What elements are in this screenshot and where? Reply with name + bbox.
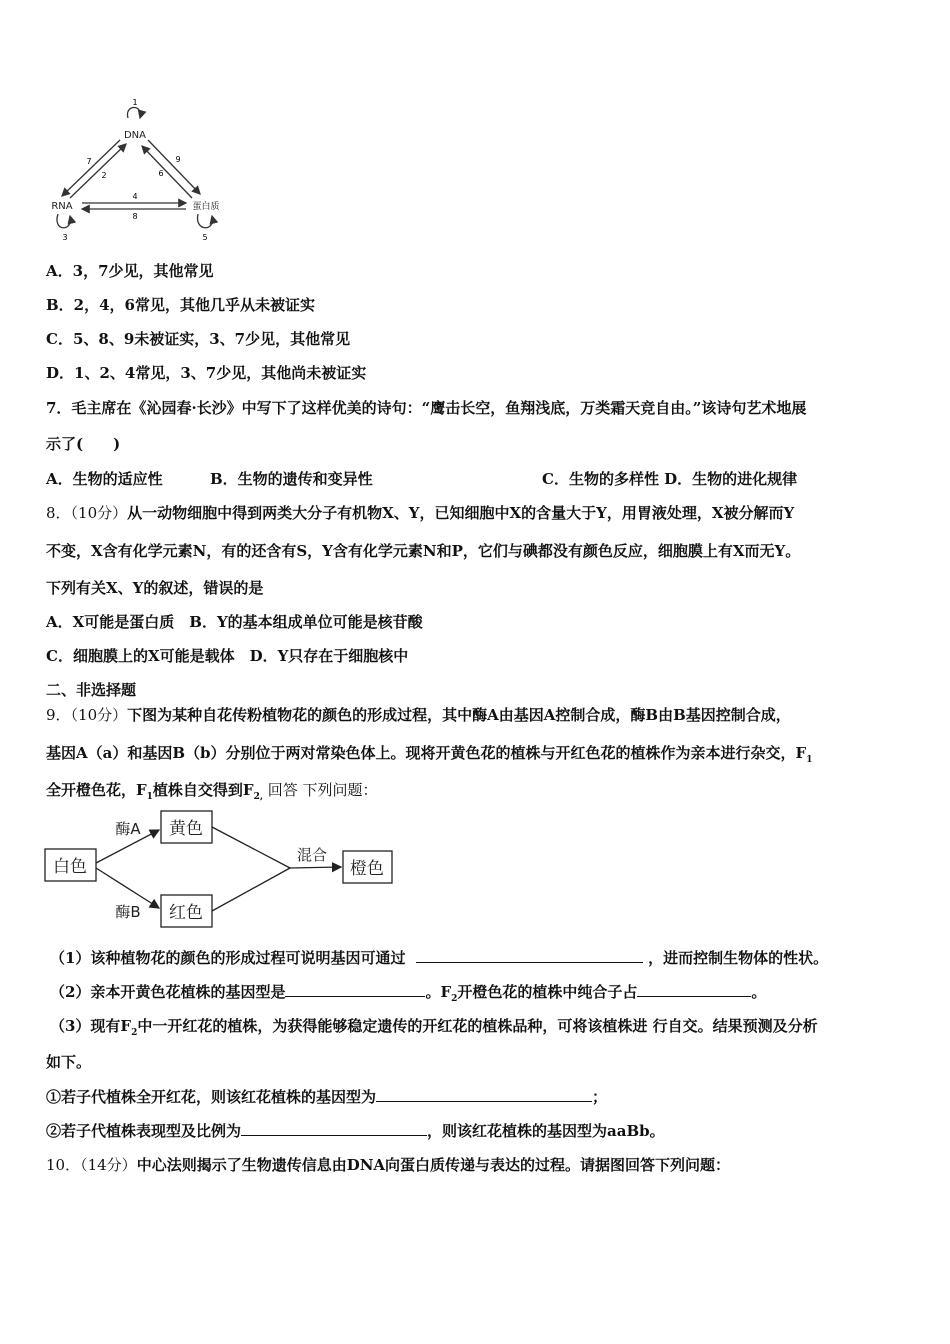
section-title: 二、非选择题: [46, 681, 137, 699]
enzyme-b-label: 酶B: [115, 903, 141, 921]
q7-option-b: B．生物的遗传和变异性: [210, 470, 373, 488]
label-5: 5: [202, 233, 208, 242]
arrow-mix-to-orange: [290, 867, 341, 868]
q9-part2: [50, 982, 766, 1009]
q9-stem-line3: [46, 780, 378, 807]
q9-line3-a: 全开橙色花，F: [46, 781, 147, 799]
q9-line3-b: 植株自交得到F: [152, 781, 254, 799]
q9-line3-c: 回答 下列问题：: [262, 781, 378, 799]
q9-part1-tail: ，进而控制生物体的性状。: [648, 949, 829, 967]
q9-part1-text: （1）该种植物花的颜色的形成过程可说明基因可通过: [50, 949, 406, 967]
q9-part2-blank-genotype[interactable]: [285, 982, 425, 997]
q9-case1: [46, 1087, 607, 1107]
q9-part3-line1: [50, 1016, 818, 1043]
q8-option-ab: A．X可能是蛋白质 B．Y的基本组成单位可能是核苷酸: [46, 613, 423, 631]
q9-part2-blank-ratio[interactable]: [637, 982, 751, 997]
mix-label: 混合: [296, 846, 328, 864]
label-1: 1: [132, 98, 138, 107]
q9-part3-a: （3）现有F: [50, 1017, 132, 1035]
arrow-7: [62, 140, 120, 196]
label-7: 7: [86, 157, 92, 166]
label-2: 2: [101, 171, 107, 180]
q9-case1-end: ；: [592, 1088, 608, 1106]
q8-stem-text: 从一动物细胞中得到两类大分子有机物X、Y，已知细胞中X的含量大于Y，用胃液处理，X被分解而Y: [127, 504, 795, 522]
q10-stem: [46, 1155, 730, 1175]
loop-arrow-1: [127, 108, 140, 119]
q9-stem-line2-sub: 1: [806, 755, 813, 765]
q9-case1-blank[interactable]: [376, 1087, 592, 1102]
q9-part1: [50, 948, 828, 968]
q7-option-cd: C．生物的多样性 D．生物的进化规律: [542, 470, 798, 488]
q9-case1-text: ①若子代植株全开红花，则该红花植株的基因型为: [46, 1088, 377, 1106]
q9-line3-sub1: 1: [146, 792, 153, 802]
arrow-9: [148, 140, 200, 194]
q9-part2-sub: 2: [451, 994, 458, 1004]
loop-arrow-3: [57, 214, 71, 228]
q6-option-a: A．3，7少见，其他常见: [46, 262, 214, 280]
q9-stem-line2: [46, 743, 812, 770]
arrow-white-to-red: [96, 868, 159, 908]
q6-option-d: D．1、2、4常见，3、7少见，其他尚未被证实: [46, 364, 367, 382]
q9-case2-text: ②若子代植株表现型及比例为: [46, 1122, 242, 1140]
label-8: 8: [132, 212, 138, 221]
enzyme-a-label: 酶A: [115, 820, 141, 838]
q8-stem-line2: 不变，X含有化学元素N，有的还含有S，Y含有化学元素N和P，它们与碘都没有颜色反应，细胞膜上有X而无Y。: [46, 542, 801, 560]
box-white-label: 白色: [53, 857, 87, 877]
q9-part1-blank[interactable]: [416, 948, 643, 963]
q9-stem-text: 下图为某种自花传粉植物花的颜色的形成过程，其中酶A由基因A控制合成，酶B由B基因控制合成，: [127, 706, 791, 724]
flower-color-pathway-diagram: [40, 808, 410, 932]
label-9: 9: [175, 155, 181, 164]
q9-stem-line1: [46, 705, 791, 725]
q10-number: 10．（14分）: [46, 1156, 137, 1174]
q9-part2-f2: 。F: [425, 983, 452, 1001]
q9-part3-sub: 2: [131, 1028, 138, 1038]
q8-number: 8．（10分）: [46, 504, 128, 522]
q9-part3-b: 中一开红花的植株，为获得能够稳定遗传的开红花的植株品种，可将该植株进 行自交。结果预测及分析: [137, 1017, 818, 1035]
q9-case2-blank[interactable]: [241, 1121, 427, 1136]
box-orange-label: 橙色: [350, 859, 384, 879]
loop-arrow-5: [198, 214, 213, 228]
label-4: 4: [132, 192, 138, 201]
q9-part2-text2: 开橙色花的植株中纯合子占: [457, 983, 638, 1001]
q7-option-a: A．生物的适应性: [46, 470, 163, 488]
node-protein: 蛋白质: [192, 202, 220, 212]
q8-option-cd: C．细胞膜上的X可能是载体 D．Y只存在于细胞核中: [46, 647, 409, 665]
q9-part3-line2: 如下。: [46, 1053, 92, 1071]
q9-stem-line2-text: 基因A（a）和基因B（b）分别位于两对常染色体上。现将开黄色花的植株与开红色花的植株作为亲本进行杂交，F: [46, 744, 807, 762]
arrow-6: [142, 146, 192, 198]
q9-line3-sub2: 2,: [253, 792, 263, 802]
box-red-label: 红色: [169, 903, 203, 923]
q9-case2: [46, 1121, 665, 1141]
q9-case2-end: ，则该红花植株的基因型为aaBb。: [427, 1122, 665, 1140]
q9-part2-text: （2）亲本开黄色花植株的基因型是: [50, 983, 286, 1001]
node-rna: RNA: [51, 201, 73, 212]
node-dna: DNA: [123, 130, 147, 141]
q9-number: 9．（10分）: [46, 706, 128, 724]
q8-stem-line3: 下列有关X、Y的叙述，错误的是: [46, 579, 264, 597]
q8-stem-line1: [46, 503, 794, 523]
label-6: 6: [158, 169, 164, 178]
q6-option-c: C．5、8、9未被证实，3、7少见，其他常见: [46, 330, 351, 348]
q6-option-b: B．2，4，6常见，其他几乎从未被证实: [46, 296, 315, 314]
q7-stem-line2: 示了( ): [46, 435, 121, 453]
box-yellow-label: 黄色: [169, 819, 203, 839]
q9-part2-end: 。: [751, 983, 767, 1001]
central-dogma-diagram: [40, 96, 230, 246]
line-yellow-to-mix: [212, 827, 290, 868]
q10-text: 中心法则揭示了生物遗传信息由DNA向蛋白质传递与表达的过程。请据图回答下列问题：: [136, 1156, 731, 1174]
q7-stem-line1: 7．毛主席在《沁园春·长沙》中写下了这样优美的诗句：“鹰击长空，鱼翔浅底，万类霜天竞自由。”该诗句艺术地展: [46, 399, 807, 417]
line-red-to-mix: [212, 868, 290, 911]
arrow-2: [70, 144, 126, 198]
label-3: 3: [62, 233, 68, 242]
